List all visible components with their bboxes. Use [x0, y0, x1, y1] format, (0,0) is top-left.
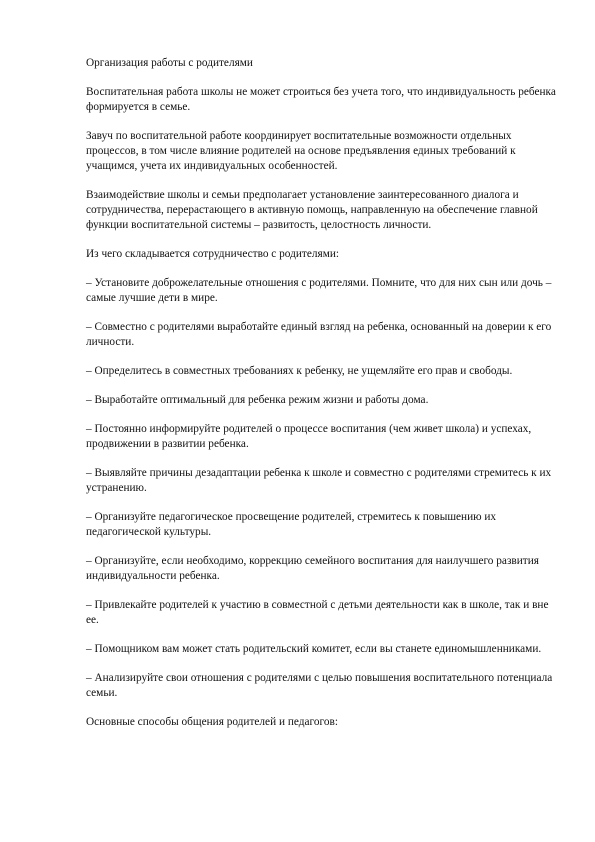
- paragraph-cooperation-heading: Из чего складывается сотрудничество с родителями:: [86, 248, 340, 260]
- paragraph-closing: Основные способы общения родителей и педагогов:: [86, 716, 338, 728]
- list-item-shared-view: – Совместно с родителями выработайте единый взгляд на ребенка, основанный на доверии к его личности.: [86, 321, 552, 348]
- paragraph-intro: Воспитательная работа школы не может строиться без учета того, что индивидуальность ребенка формируется в семье.: [86, 86, 556, 113]
- list-item-requirements: – Определитесь в совместных требованиях к ребенку, не ущемляйте его прав и свободы.: [86, 365, 513, 377]
- list-item-committee: – Помощником вам может стать родительский комитет, если вы станете единомышленниками.: [86, 643, 542, 655]
- list-item-routine: – Выработайте оптимальный для ребенка режим жизни и работы дома.: [86, 394, 429, 406]
- list-item-correction: – Организуйте, если необходимо, коррекцию семейного воспитания для наилучшего развития индивидуальности ребенка.: [86, 555, 539, 582]
- document-page: [86, 56, 556, 744]
- list-item-involvement: – Привлекайте родителей к участию в совместной с детьми деятельности как в школе, так и вне ее.: [86, 599, 549, 626]
- document-title: Организация работы с родителями: [86, 57, 253, 69]
- paragraph-coordinator: Завуч по воспитательной работе координирует воспитательные возможности отдельных процессов, в том числе влияние родителей на основе предъявления единых требований к учащимся, учета их индивидуальных особенностей.: [86, 130, 516, 172]
- list-item-education: – Организуйте педагогическое просвещение родителей, стремитесь к повышению их педагогической культуры.: [86, 511, 497, 538]
- list-item-maladaptation: – Выявляйте причины дезадаптации ребенка к школе и совместно с родителями стремитесь к их устранению.: [86, 467, 552, 494]
- list-item-analysis: – Анализируйте свои отношения с родителями с целью повышения воспитательного потенциала семьи.: [86, 672, 553, 699]
- list-item-inform: – Постоянно информируйте родителей о процессе воспитания (чем живет школа) и успехах, продвижении в развитии ребенка.: [86, 423, 532, 450]
- paragraph-interaction: Взаимодействие школы и семьи предполагает установление заинтересованного диалога и сотрудничества, перерастающего в активную помощь, направленную на обеспечение главной функции воспитательной системы – развитость, целостность личности.: [86, 189, 538, 231]
- list-item-goodwill: – Установите доброжелательные отношения с родителями. Помните, что для них сын или дочь – самые лучшие дети в мире.: [86, 277, 552, 304]
